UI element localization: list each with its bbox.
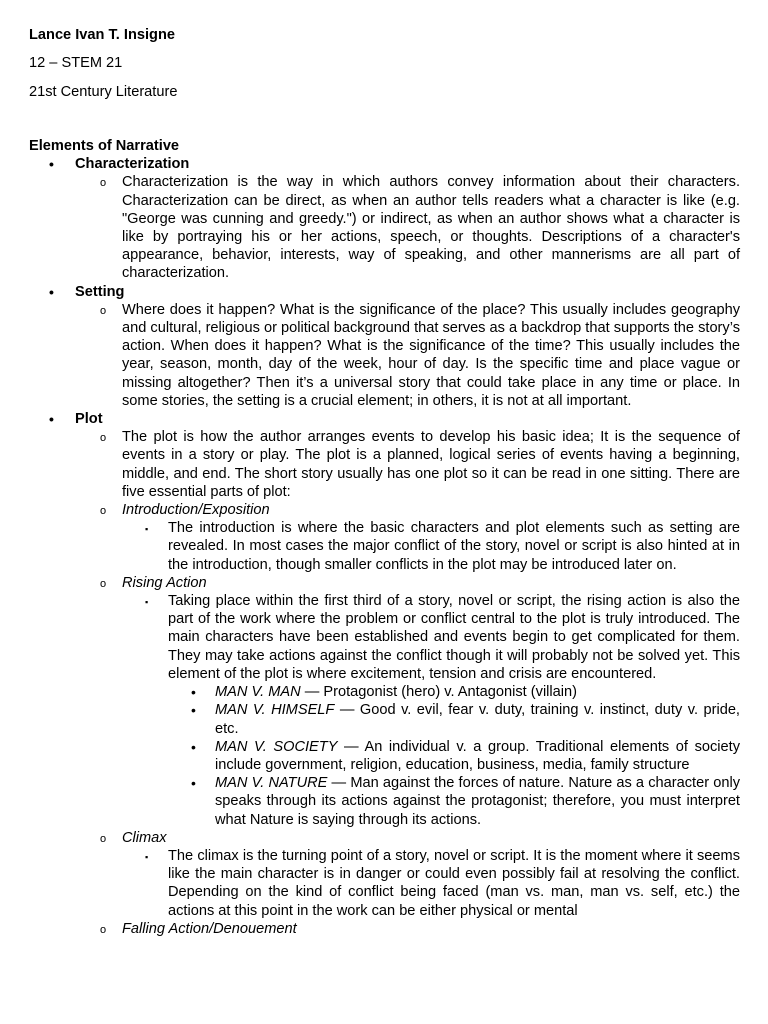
conflict-term: MAN V. HIMSELF (215, 702, 335, 719)
class-section: 12 – STEM 21 (29, 55, 123, 71)
heading-plot: Plot (75, 411, 103, 428)
document-body (29, 137, 740, 938)
list-item (29, 847, 740, 920)
circle-bullet-icon: o (100, 577, 107, 590)
bullet-icon: • (49, 411, 54, 428)
square-bullet-icon: ▪ (145, 851, 149, 862)
falling-action-label: Falling Action/Denouement (122, 920, 297, 937)
list-item (29, 301, 740, 410)
list-item (29, 920, 740, 938)
heading-characterization: Characterization (75, 156, 190, 173)
bullet-icon: • (191, 702, 196, 719)
conflict-desc: — Good v. evil, fear v. duty, training v. instinct, duty v. pride, etc. (215, 702, 740, 737)
list-item (29, 173, 740, 282)
conflict-item (29, 701, 740, 737)
section-title: Elements of Narrative (29, 138, 180, 154)
bullet-icon: • (191, 775, 196, 792)
subject-name: 21st Century Literature (29, 84, 178, 100)
climax-label: Climax (122, 829, 167, 846)
list-item (29, 592, 740, 683)
bullet-icon: • (49, 283, 54, 300)
bullet-icon: • (191, 738, 196, 755)
conflict-desc: — An individual v. a group. Traditional elements of society include government, religion, education, business, media, family structure (215, 738, 740, 773)
conflict-item (29, 683, 740, 701)
circle-bullet-icon: o (100, 832, 107, 845)
conflict-term: MAN V. SOCIETY (215, 738, 338, 755)
characterization-text: Characterization is the way in which authors convey information about their characters. Characterization can be direct, as when an author tells readers what a character is like (e.g. "George was cunning and greedy.") or indirect, as when an author shows what a character is like by portraying his or her actions, speech, or thoughts. Descriptions of a character's appearance, behavior, interests, way of speaking, and other mannerisms are all part of characterization. (122, 174, 740, 282)
conflict-desc: — Protagonist (hero) v. Antagonist (villain) (300, 684, 578, 701)
climax-text: The climax is the turning point of a story, novel or script. It is the moment where it seems like the main character is in danger or could even possibly fail at resolving the conflict. Depending on the kind of conflict being faced (man vs. man, man vs. self, etc.) the actions at this point in the work can be either physical or mental (168, 847, 740, 919)
bullet-icon: • (49, 156, 54, 173)
list-item (29, 574, 740, 592)
list-item-setting (29, 283, 740, 301)
heading-setting: Setting (75, 283, 125, 300)
conflict-desc: — Man against the forces of nature. Nature as a character only speaks through its actions against the protagonist; therefore, you must interpret what Nature is saying through its actions. (215, 775, 740, 828)
list-item-plot (29, 410, 740, 428)
setting-text: Where does it happen? What is the significance of the place? This usually includes geography and cultural, religious or political background that serves as a backdrop that supports the story’s action. When does it happen? What is the significance of the time? This usually includes the year, season, month, day of the week, hour of day. Is the specific time and place vague or missing altogether? Then it’s a universal story that could take place in any time or place. In some stories, the setting is a crucial element; in others, it is not at all important. (122, 301, 740, 409)
list-item (29, 829, 740, 847)
list-item (29, 428, 740, 501)
list-item (29, 519, 740, 574)
circle-bullet-icon: o (100, 505, 107, 518)
square-bullet-icon: ▪ (145, 597, 149, 608)
author-name: Lance Ivan T. Insigne (29, 27, 175, 43)
conflict-item (29, 738, 740, 774)
circle-bullet-icon: o (100, 304, 107, 317)
conflict-item (29, 774, 740, 829)
bullet-icon: • (191, 684, 196, 701)
conflict-term: MAN V. MAN (215, 684, 301, 701)
circle-bullet-icon: o (100, 923, 107, 936)
exposition-label: Introduction/Exposition (122, 502, 270, 519)
rising-action-text: Taking place within the first third of a story, novel or script, the rising action is also the part of the work where the problem or conflict central to the plot is truly introduced. The main characters have been established and events begin to get complicated for them. They may take actions against the conflict though it will probably not be solved yet. This element of the plot is where excitement, tension and crisis are encountered. (168, 593, 740, 682)
circle-bullet-icon: o (100, 432, 107, 445)
rising-action-label: Rising Action (122, 574, 207, 591)
list-item-characterization (29, 155, 740, 173)
circle-bullet-icon: o (100, 177, 107, 190)
list-item (29, 501, 740, 519)
square-bullet-icon: ▪ (145, 524, 149, 535)
plot-intro-text: The plot is how the author arranges events to develop his basic idea; It is the sequence of events in a story or play. The plot is a planned, logical series of events having a beginning, middle, and end. The short story usually has one plot so it can be read in one sitting. There are five essential parts of plot: (122, 429, 740, 500)
conflict-term: MAN V. NATURE (215, 775, 328, 792)
exposition-text: The introduction is where the basic characters and plot elements such as setting are revealed. In most cases the major conflict of the story, novel or script is also hinted at in the introduction, though smaller conflicts in the plot may be introduced later on. (168, 520, 740, 573)
